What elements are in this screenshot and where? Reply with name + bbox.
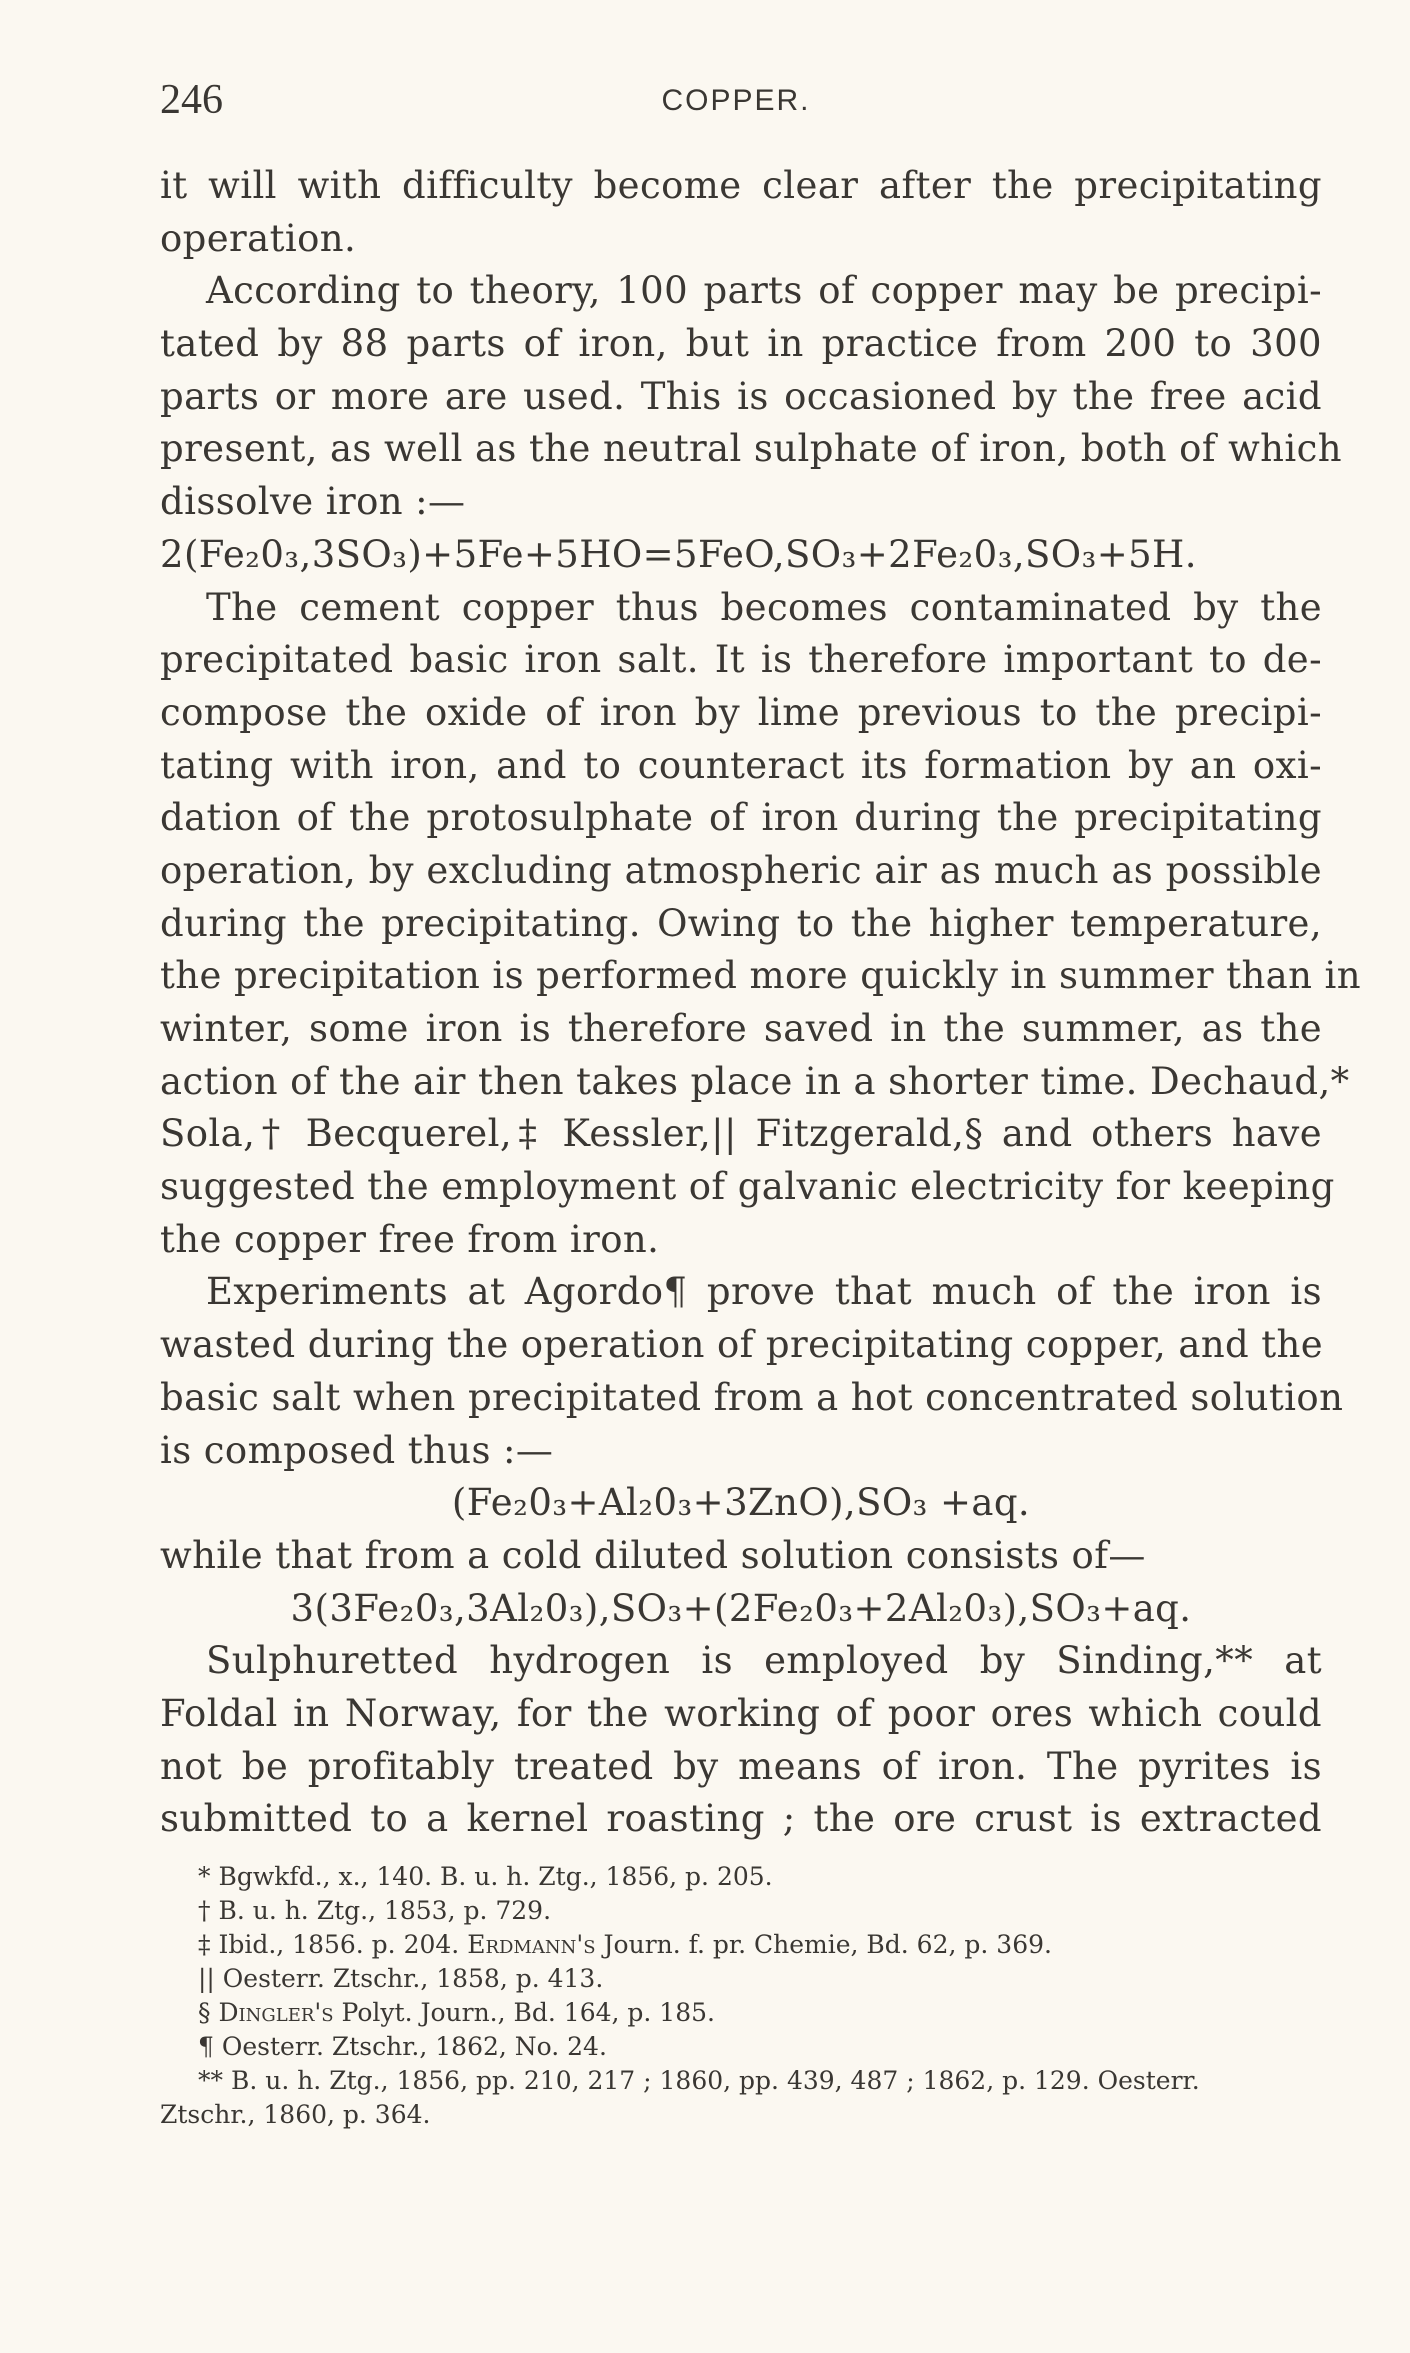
text-line: during the precipitating. Owing to the higher temperature, (160, 901, 1322, 945)
text-line: not be profitably treated by means of iron. The pyrites is (160, 1744, 1322, 1788)
text-line: while that from a cold diluted solution consists of— (160, 1533, 1146, 1577)
text-line: basic salt when precipitated from a hot concentrated solution (160, 1375, 1344, 1419)
text-line: winter, some iron is therefore saved in the summer, as the (160, 1007, 1322, 1050)
footnote: ** B. u. h. Ztg., 1856, pp. 210, 217 ; 1860, pp. 439, 487 ; 1862, p. 129. Oesterr. (198, 2066, 1200, 2095)
running-head: COPPER. (661, 84, 811, 117)
text-line: action of the air then takes place in a shorter time. Dechaud,* (160, 1059, 1350, 1103)
text-line: it will with difficulty become clear after the precipitating (160, 164, 1322, 207)
body-text (160, 160, 1361, 1846)
page-header (160, 76, 1312, 136)
footnote: ¶ Oesterr. Ztschr., 1862, No. 24. (198, 2032, 607, 2061)
footnote: || Oesterr. Ztschr., 1858, p. 413. (198, 1964, 604, 1993)
chemical-formula: (Fe₂0₃+Al₂0₃+3ZnO),SO₃ +aq. (451, 1481, 1031, 1525)
text-line: submitted to a kernel roasting ; the ore crust is extracted (160, 1797, 1322, 1841)
text-line: Sulphuretted hydrogen is employed by Sinding,** at (206, 1639, 1322, 1683)
text-line: operation. (160, 216, 357, 260)
chemical-formula: 3(3Fe₂0₃,3Al₂0₃),SO₃+(2Fe₂0₃+2Al₂0₃),SO₃+aq. (290, 1586, 1192, 1630)
footnotes (160, 1860, 1322, 2132)
text-line: compose the oxide of iron by lime previous to the precipi- (160, 690, 1322, 734)
text-line: present, as well as the neutral sulphate of iron, both of which (160, 427, 1342, 471)
text-line: Foldal in Norway, for the working of poor ores which could (160, 1691, 1322, 1735)
page-number: 246 (160, 77, 223, 123)
text-line: The cement copper thus becomes contaminated by the (206, 585, 1322, 629)
text-line: Experiments at Agordo¶ prove that much of the iron is (206, 1270, 1322, 1314)
text-line: dation of the protosulphate of iron during the precipitating (160, 796, 1322, 840)
footnote-continuation: Ztschr., 1860, p. 364. (160, 2100, 431, 2129)
text-line: tating with iron, and to counteract its formation by an oxi- (160, 743, 1322, 787)
text-line: wasted during the operation of precipitating copper, and the (160, 1323, 1324, 1367)
text-line: Sola,† Becquerel,‡ Kessler,|| Fitzgerald,§ and others have (160, 1112, 1322, 1156)
text-line: parts or more are used. This is occasioned by the free acid (160, 374, 1322, 418)
text-line: dissolve iron :— (160, 480, 466, 524)
text-line: suggested the employment of galvanic electricity for keeping (160, 1165, 1335, 1209)
chemical-equation: 2(Fe₂0₃,3SO₃)+5Fe+5HO=5FeO,SO₃+2Fe₂0₃,SO₃+5H. (160, 532, 1197, 576)
text-line: the precipitation is performed more quickly in summer than in (160, 954, 1361, 998)
footnote: § Dingler's Polyt. Journ., Bd. 164, p. 185. (198, 1998, 715, 2027)
text-line: According to theory, 100 parts of copper may be precipi- (206, 269, 1322, 313)
text-line: the copper free from iron. (160, 1217, 660, 1261)
text-line: tated by 88 parts of iron, but in practice from 200 to 300 (160, 322, 1322, 366)
footnote: ‡ Ibid., 1856. p. 204. Erdmann's Journ. f. pr. Chemie, Bd. 62, p. 369. (198, 1930, 1052, 1959)
footnote: † B. u. h. Ztg., 1853, p. 729. (198, 1896, 552, 1925)
text-line: operation, by excluding atmospheric air as much as possible (160, 848, 1322, 892)
footnote: * Bgwkfd., x., 140. B. u. h. Ztg., 1856, p. 205. (198, 1862, 773, 1891)
text-line: precipitated basic iron salt. It is therefore important to de- (160, 638, 1322, 682)
text-line: is composed thus :— (160, 1428, 554, 1472)
